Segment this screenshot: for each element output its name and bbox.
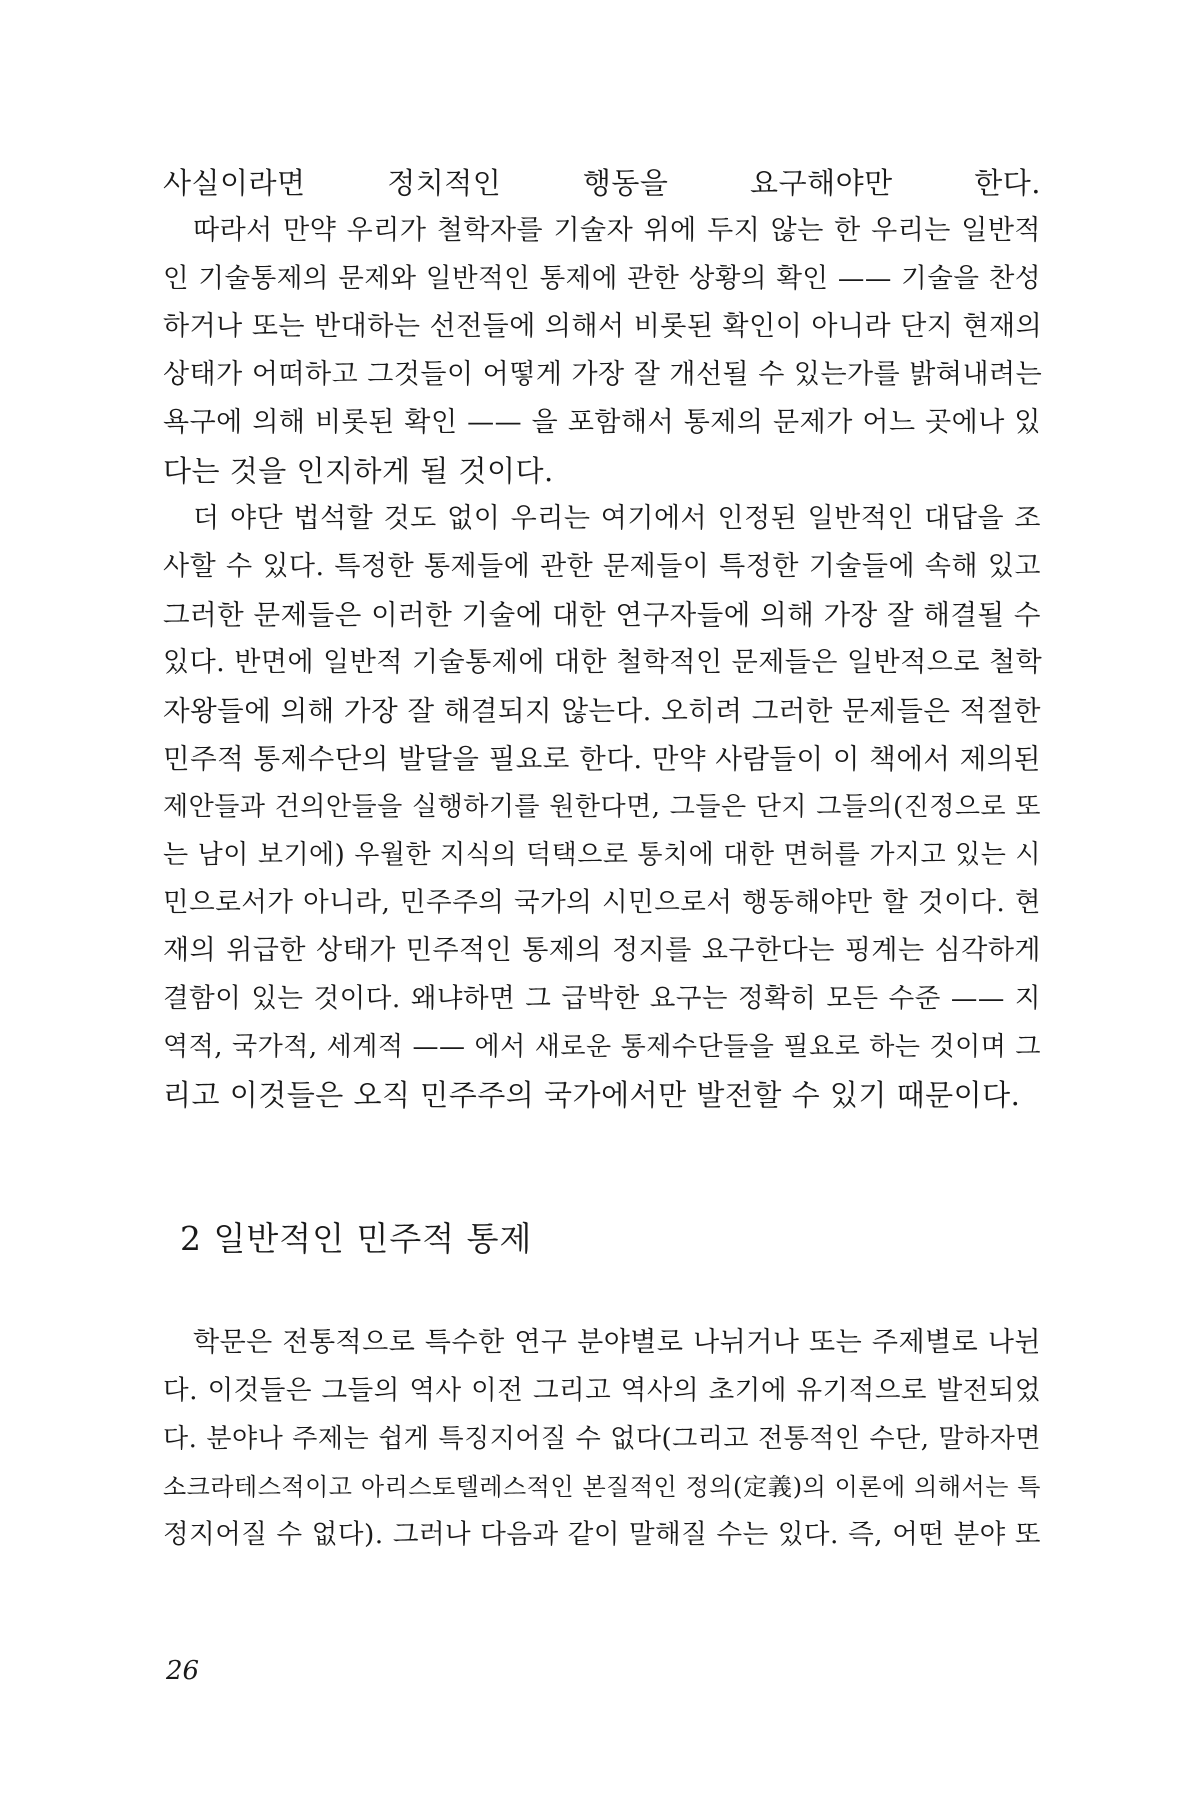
text-line: 소크라테스적이고 아리스토텔레스적인 본질적인 정의(定義)의 이론에 의해서는 특 (163, 1473, 1041, 1501)
text-line: 민주적 통제수단의 발달을 필요로 한다. 만약 사람들이 이 책에서 제의된 (163, 743, 1041, 775)
text-line: 따라서 만약 우리가 철학자를 기술자 위에 두지 않는 한 우리는 일반적 (193, 215, 1041, 246)
text-line: 다. 이것들은 그들의 역사 이전 그리고 역사의 초기에 유기적으로 발전되었 (163, 1375, 1041, 1406)
text-line: 리고 이것들은 오직 민주주의 국가에서만 발전할 수 있기 때문이다. (163, 1078, 1021, 1112)
text-line: 민으로서가 아니라, 민주주의 국가의 시민으로서 행동해야만 할 것이다. 현 (163, 887, 1041, 918)
text-line: 사할 수 있다. 특정한 통제들에 관한 문제들이 특정한 기술들에 속해 있고 (163, 551, 1041, 582)
page-number: 26 (166, 1656, 200, 1686)
text-line: 욕구에 의해 비롯된 확인 —— 을 포함해서 통제의 문제가 어느 곳에나 있 (163, 407, 1041, 438)
text-line: 는 남이 보기에) 우월한 지식의 덕택으로 통치에 대한 면허를 가지고 있는 시 (163, 840, 1041, 870)
text-line: 하거나 또는 반대하는 선전들에 의해서 비롯된 확인이 아니라 단지 현재의 (163, 311, 1043, 342)
text-line: 자왕들에 의해 가장 잘 해결되지 않는다. 오히려 그러한 문제들은 적절한 (163, 695, 1041, 727)
text-line: 역적, 국가적, 세계적 —— 에서 새로운 통제수단들을 필요로 하는 것이며 그 (163, 1032, 1041, 1062)
section-heading: 2 일반적인 민주적 통제 (180, 1219, 533, 1258)
text-line: 재의 위급한 상태가 민주적인 통제의 정지를 요구한다는 핑계는 심각하게 (163, 935, 1041, 966)
text-line: 다. 분야나 주제는 쉽게 특징지어질 수 없다(그리고 전통적인 수단, 말하자면 (163, 1424, 1041, 1454)
text-line: 있다. 반면에 일반적 기술통제에 대한 철학적인 문제들은 일반적으로 철학 (163, 647, 1043, 678)
text-line: 다는 것을 인지하게 될 것이다. (163, 454, 554, 488)
text-line: 학문은 전통적으로 특수한 연구 분야별로 나뉘거나 또는 주제별로 나뉜 (193, 1327, 1041, 1358)
text-line: 정지어질 수 없다). 그러나 다음과 같이 말해질 수는 있다. 즉, 어떤 분야 또 (163, 1519, 1041, 1550)
text-line: 결함이 있는 것이다. 왜냐하면 그 급박한 요구는 정확히 모든 수준 —— 지 (163, 983, 1041, 1014)
text-line: 제안들과 건의안들을 실행하기를 원한다면, 그들은 단지 그들의(진정으로 또 (163, 792, 1041, 822)
text-line: 인 기술통제의 문제와 일반적인 통제에 관한 상황의 확인 —— 기술을 찬성 (163, 263, 1041, 294)
text-line: 더 야단 법석할 것도 없이 우리는 여기에서 인정된 일반적인 대답을 조 (193, 503, 1041, 534)
text-line: 상태가 어떠하고 그것들이 어떻게 가장 잘 개선될 수 있는가를 밝혀내려는 (163, 359, 1043, 390)
text-line: 사실이라면 정치적인 행동을 요구해야만 한다. (163, 166, 1041, 200)
text-line: 그러한 문제들은 이러한 기술에 대한 연구자들에 의해 가장 잘 해결될 수 (163, 599, 1041, 631)
